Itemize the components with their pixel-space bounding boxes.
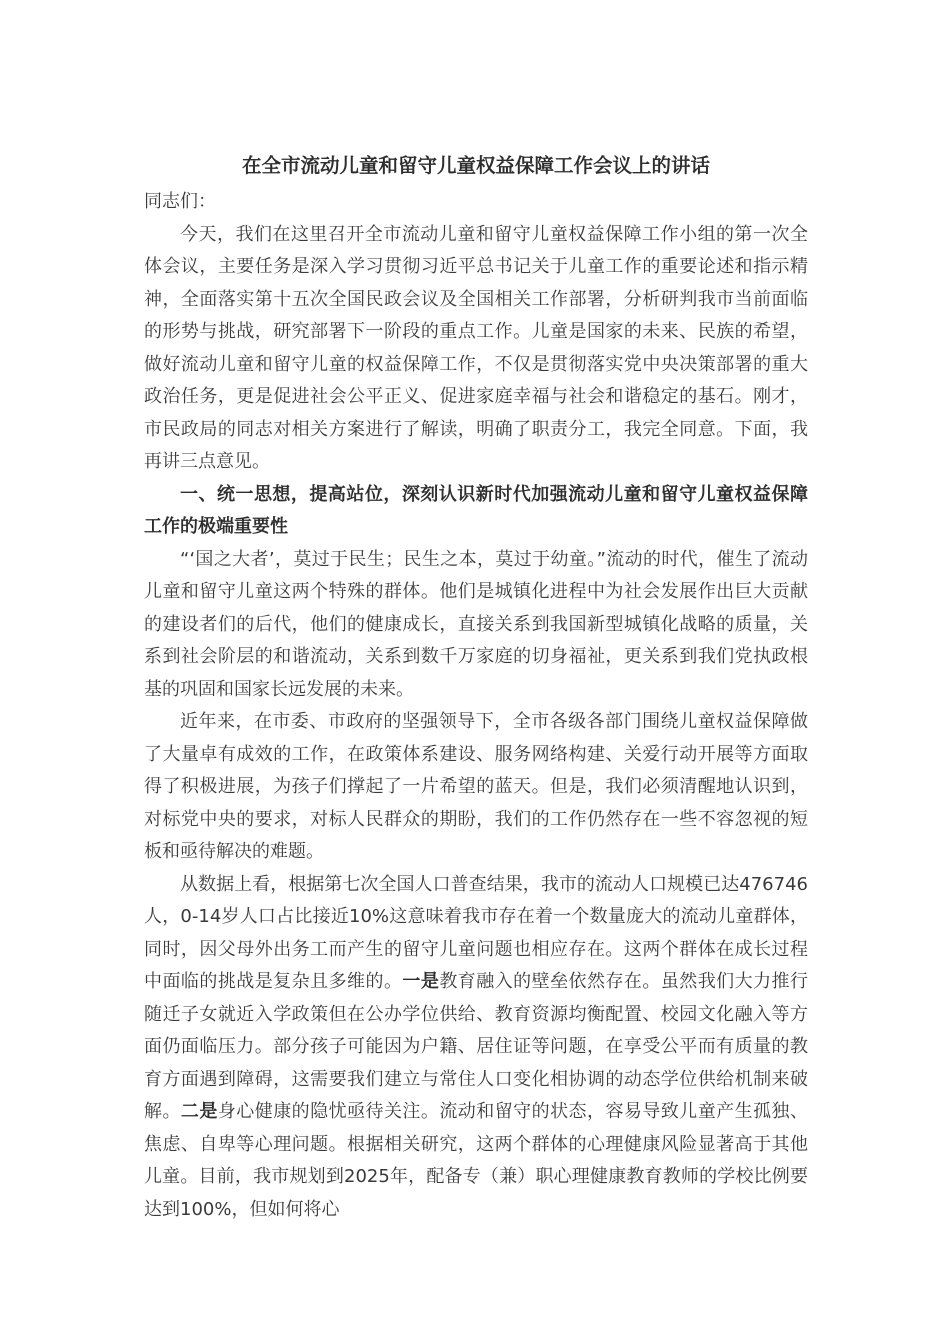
point-marker-2: 二是 xyxy=(180,1101,218,1122)
paragraph-recent-years: 近年来，在市委、市政府的坚强领导下，全市各级各部门围绕儿童权益保障做了大量卓有成效的工作，在政策体系建设、服务网络构建、关爱行动开展等方面取得了积极进展，为孩子们撑起了一片希望的蓝天。但是，我们必须清醒地认识到，对标党中央的要求，对标人民群众的期盼，我们的工作仍然存在一些不容忽视的短板和亟待解决的难题。 xyxy=(144,711,808,862)
paragraph-data-text-2: 教育融入的壁垒依然存在。虽然我们大力推行随迁子女就近入学政策但在公办学位供给、教育资源均衡配置、校园文化融入等方面仍面临压力。部分孩子可能因为户籍、居住证等问题，在享受公平而有质量的教育方面遇到障碍，这需要我们建立与常住人口变化相协调的动态学位供给机制来破解。 xyxy=(144,971,809,1122)
paragraph-data xyxy=(144,869,808,1227)
paragraph-data-text-3: 身心健康的隐忧亟待关注。流动和留守的状态，容易导致儿童产生孤独、焦虑、自卑等心理问题。根据相关研究，这两个群体的心理健康风险显著高于其他儿童。目前，我市规划到2025年，配备专（兼）职心理健康教育教师的学校比例要达到100%，但如何将心 xyxy=(144,1101,809,1220)
document-body xyxy=(144,148,808,1226)
paragraph-opening: 今天，我们在这里召开全市流动儿童和留守儿童权益保障工作小组的第一次全体会议，主要任务是深入学习贯彻习近平总书记关于儿童工作的重要论述和指示精神，全面落实第十五次全国民政会议及全国相关工作部署，分析研判我市当前面临的形势与挑战，研究部署下一阶段的重点工作。儿童是国家的未来、民族的希望，做好流动儿童和留守儿童的权益保障工作，不仅是贯彻落实党中央决策部署的重大政治任务，更是促进社会公平正义、促进家庭幸福与社会和谐稳定的基石。刚才，市民政局的同志对相关方案进行了解读，明确了职责分工，我完全同意。下面，我再讲三点意见。 xyxy=(144,223,808,472)
paragraph-data-text-1: 从数据上看，根据第七次全国人口普查结果，我市的流动人口规模已达476746人，0-14岁人口占比接近10%这意味着我市存在着一个数量庞大的流动儿童群体，同时，因父母外出务工而产生的留守儿童问题也相应存在。这两个群体在成长过程中面临的挑战是复杂且多维的。 xyxy=(144,873,808,992)
salutation: 同志们： xyxy=(144,191,216,212)
point-marker-1: 一是 xyxy=(402,971,440,992)
section-heading-1: 一、统一思想，提高站位，深刻认识新时代加强流动儿童和留守儿童权益保障工作的极端重要性 xyxy=(144,483,808,537)
document-title: 在全市流动儿童和留守儿童权益保障工作会议上的讲话 xyxy=(241,154,710,177)
paragraph-quote: “‘国之大者’，莫过于民生；民生之本，莫过于幼童。”流动的时代，催生了流动儿童和留守儿童这两个特殊的群体。他们是城镇化进程中为社会发展作出巨大贡献的建设者们的后代，他们的健康成长，直接关系到我国新型城镇化战略的质量，关系到社会阶层的和谐流动，关系到数千万家庭的切身福祉，更关系到我们党执政根基的巩固和国家长远发展的未来。 xyxy=(144,548,808,700)
